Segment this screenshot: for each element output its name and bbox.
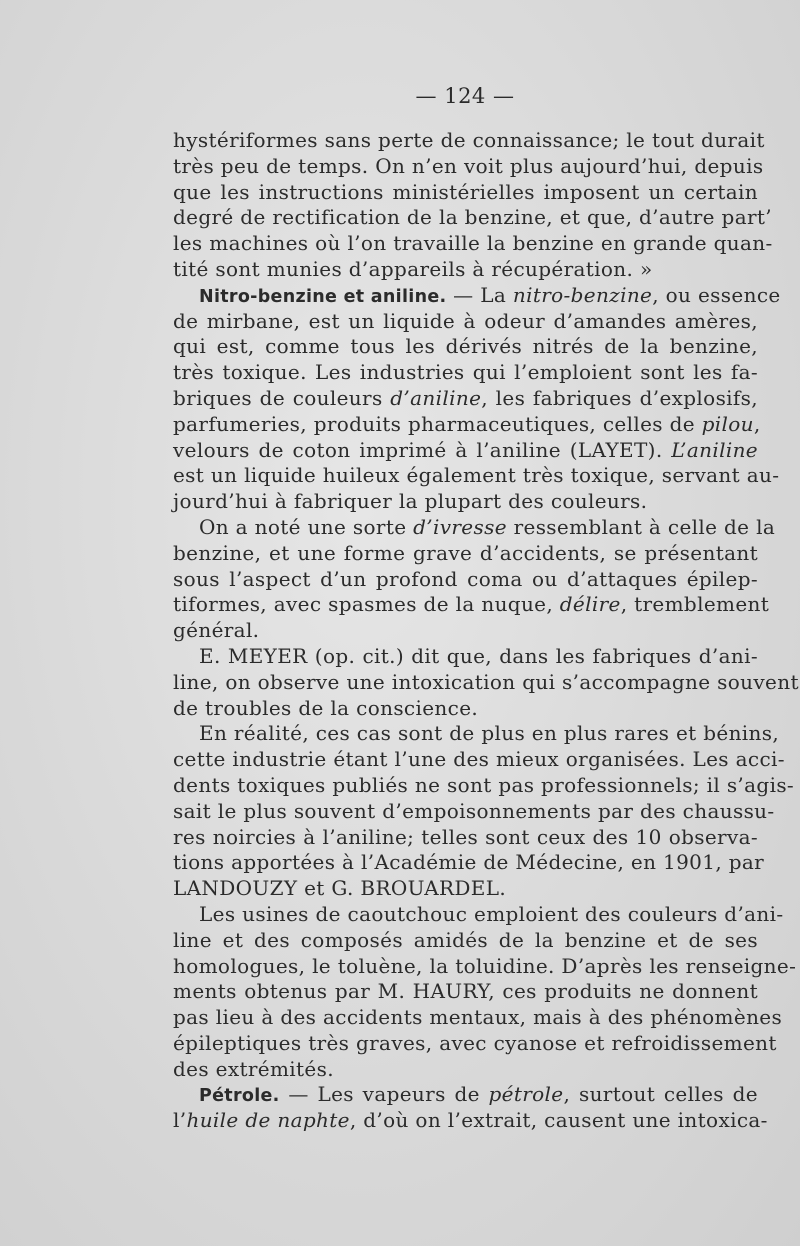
text-span: LANDOUZY et G. BROUARDEL.	[173, 876, 507, 901]
text-span: général.	[173, 618, 260, 643]
text-line	[173, 334, 758, 360]
text-line	[173, 747, 785, 773]
text-line	[173, 669, 799, 696]
italic-text: délire	[559, 592, 621, 617]
text-line	[173, 386, 758, 412]
text-span: degré de rectification de la benzine, et que, d’autre part’	[173, 205, 772, 230]
text-span: Les usines de caoutchouc emploient des couleurs d’ani-	[199, 901, 784, 926]
italic-text: d’ivresse	[413, 514, 507, 539]
italic-text: pilou	[701, 411, 754, 436]
text-line	[173, 876, 758, 902]
text-line	[173, 798, 775, 825]
text-line	[173, 463, 780, 489]
text-line	[173, 541, 758, 567]
text-span: homologues, le toluène, la toluidine. D’après les renseigne-	[173, 953, 797, 978]
italic-text: pétrole	[488, 1082, 564, 1107]
italic-text: L’aniline	[671, 437, 758, 462]
text-line	[173, 411, 761, 438]
text-span: — La	[446, 282, 513, 307]
text-span: ,	[753, 411, 761, 436]
text-span: ments obtenus par M. HAURY, ces produits ne donnent	[173, 979, 758, 1004]
text-span: tité sont munies d’appareils à récupération. »	[173, 256, 653, 281]
text-span: sait le plus souvent d’empoisonnements par des chaussu-	[173, 798, 775, 823]
text-span: dents toxiques publiés ne sont pas professionnels; il s’agis-	[173, 772, 795, 797]
text-line	[173, 360, 758, 386]
text-line	[173, 205, 772, 231]
page-number: — 124 —	[415, 84, 515, 108]
text-span: de troubles de la conscience.	[173, 695, 479, 720]
text-span: pas lieu à des accidents mentaux, mais à des phénomènes	[173, 1005, 783, 1030]
text-span: , surtout celles de	[563, 1082, 758, 1107]
text-line	[173, 1082, 758, 1108]
italic-text: d’aniline	[390, 385, 482, 410]
section-heading: Pétrole.	[199, 1086, 280, 1107]
text-line	[173, 231, 773, 257]
text-span: benzine, et une forme grave d’accidents, se présentant	[173, 540, 758, 565]
text-span: jourd’hui à fabriquer la plupart des couleurs.	[173, 489, 648, 514]
text-line	[173, 180, 758, 206]
text-line	[173, 567, 758, 593]
text-line	[173, 1005, 783, 1031]
text-span: des extrémités.	[173, 1056, 334, 1081]
text-line	[173, 514, 776, 541]
text-span: E. MEYER (op. cit.) dit que, dans les fabriques d’ani-	[199, 643, 758, 668]
text-span: cette industrie étant l’une des mieux organisées. Les acci-	[173, 747, 785, 772]
text-line	[173, 592, 770, 618]
text-line	[173, 489, 758, 515]
text-line	[173, 1030, 777, 1057]
text-span: tions apportées à l’Académie de Médecine, en 1901, par	[173, 850, 765, 875]
text-line	[173, 953, 797, 980]
text-span: ressemblant à celle de la	[506, 514, 776, 539]
text-span: parfumeries, produits pharmaceutiques, celles de	[173, 411, 702, 436]
text-span: tiformes, avec spasmes de la nuque,	[173, 592, 560, 617]
italic-text: nitro-benzine	[512, 282, 653, 307]
section-heading: Nitro-benzine et aniline.	[199, 286, 447, 307]
text-span: épileptiques très graves, avec cyanose et refroidissement	[173, 1030, 777, 1055]
text-span: velours de coton imprimé à l’aniline (LAYET).	[173, 437, 672, 462]
text-line	[173, 825, 758, 851]
text-line	[173, 438, 758, 464]
text-span: que les instructions ministérielles imposent un certain	[173, 179, 758, 204]
text-span: est un liquide huileux également très toxique, servant au-	[173, 463, 780, 488]
text-line	[173, 1108, 768, 1134]
text-line	[173, 128, 765, 154]
text-span: très peu de temps. On n’en voit plus aujourd’hui, depuis	[173, 153, 764, 178]
text-span: line, on observe une intoxication qui s’accompagne souvent	[173, 669, 799, 694]
text-span: line et des composés amidés de la benzine et de ses	[173, 927, 758, 952]
body-text	[173, 128, 799, 1134]
text-span: — Les vapeurs de	[279, 1082, 489, 1107]
text-line	[173, 850, 765, 876]
text-span: sous l’aspect d’un profond coma ou d’attaques épilep-	[173, 566, 758, 591]
italic-text: huile de naphte	[186, 1108, 350, 1133]
text-span: l’	[173, 1108, 187, 1133]
text-span: On a noté une sorte	[199, 514, 414, 539]
text-line	[173, 644, 758, 670]
text-line	[173, 1057, 758, 1083]
text-line	[173, 257, 758, 283]
text-line	[173, 153, 764, 180]
text-line	[173, 772, 795, 799]
text-span: , les fabriques d’explosifs,	[481, 385, 758, 410]
text-span: de mirbane, est un liquide à odeur d’amandes amères,	[173, 308, 758, 333]
text-span: qui est, comme tous les dérivés nitrés de la benzine,	[173, 334, 758, 359]
text-span: , ou essence	[652, 282, 781, 307]
text-span: très toxique. Les industries qui l’emploient sont les fa-	[173, 360, 758, 385]
text-span: En réalité, ces cas sont de plus en plus rares et bénins,	[199, 721, 780, 746]
text-line	[173, 309, 758, 335]
text-line	[173, 282, 781, 309]
text-span: , tremblement	[620, 592, 770, 617]
text-line	[173, 721, 780, 747]
text-line	[173, 928, 758, 954]
text-line	[173, 979, 758, 1005]
text-span: briques de couleurs	[173, 385, 391, 410]
text-span: hystériformes sans perte de connaissance; le tout durait	[173, 128, 765, 152]
text-line	[173, 901, 784, 928]
text-span: , d’où on l’extrait, causent une intoxica-	[349, 1108, 768, 1133]
text-line	[173, 696, 758, 722]
text-line	[173, 618, 758, 644]
text-span: res noircies à l’aniline; telles sont ceux des 10 observa-	[173, 824, 758, 849]
text-span: les machines où l’on travaille la benzine en grande quan-	[173, 231, 773, 256]
